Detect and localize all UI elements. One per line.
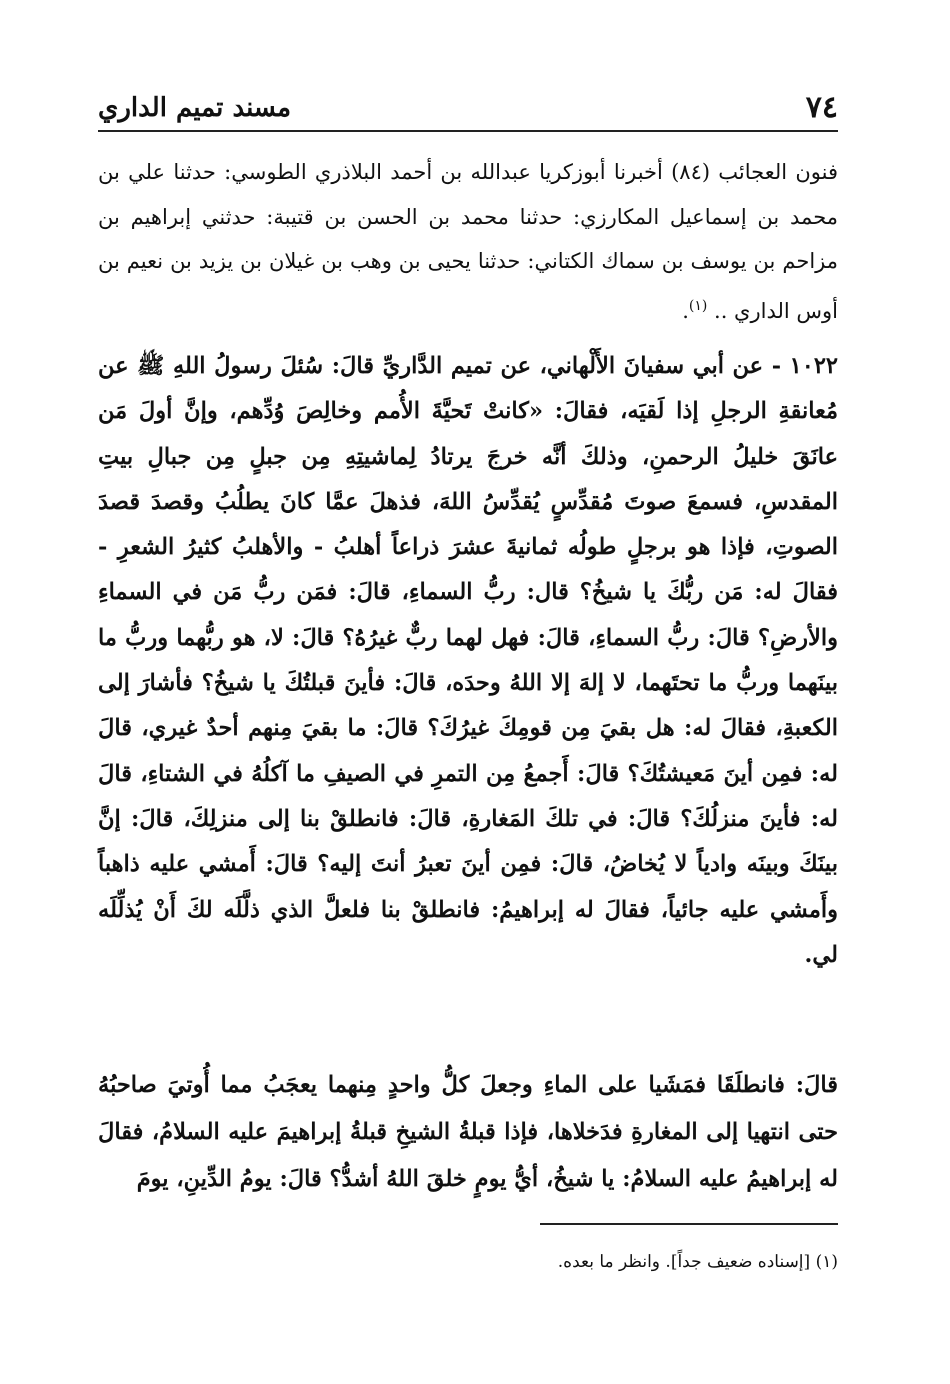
footnote-reference[interactable]: (١) [688, 297, 708, 314]
isnad-text: فنون العجائب (٨٤) أخبرنا أبوزكريا عبدالله بن أحمد البلاذري الطوسي: حدثنا علي بن محمد بن إسماعيل المكارزي: حدثنا محمد بن الحسن بن قتيبة: حدثني إبراهيم بن مزاحم بن يوسف بن سماك الكتاني: حدثنا يحيى بن وهب بن غيلان بن يزيد بن نعيم بن أوس الداري .. [98, 160, 838, 323]
continuation-paragraph: قالَ: فانطلَقَا فمَشَيا على الماءِ وجعلَ كلُّ واحدٍ مِنهما يعجَبُ مما أُوتيَ صاحبُهُ حتى انتهيا إلى المغارةِ فدَخلاها، فإذا قبلةُ الشيخِ قبلةُ إبراهيمَ عليه السلامُ، فقالَ له إبراهيمُ عليه السلامُ: يا شيخُ، أيُّ يومٍ خلقَ اللهُ أشدُّ؟ قالَ: يومُ الدِّينِ، يومَ [98, 1072, 838, 1192]
running-header [98, 88, 838, 132]
footnote-divider [540, 1223, 838, 1225]
isnad-paragraph [98, 150, 838, 333]
page-number: ٧٤ [805, 90, 838, 125]
hadith-paragraph: ١٠٢٢ - عن أبي سفيانَ الأَلْهاني، عن تميم الدَّاريِّ قالَ: سُئلَ رسولُ اللهِ ﷺ عن مُعانقةِ الرجلِ إذا لَقيَه، فقالَ: «كانتْ تَحيَّةَ الأُمم وخالِصَ وُدِّهم، وإنَّ أولَ مَن عانَقَ خليلُ الرحمنِ، وذلكَ أنَّه خرجَ يرتادُ لِماشيتِهِ مِن جبلٍ مِن جبالِ بيتِ المقدسِ، فسمعَ صوتَ مُقدِّسٍ يُقدِّسُ اللهَ، فذهلَ عمَّا كانَ يطلُبُ وقصدَ قصدَ الصوتِ، فإذا هو برجلٍ طولُه ثمانيةَ عشرَ ذراعاً أهلبُ - والأهلبُ كثيرُ الشعرِ - فقالَ له: مَن ربُّكَ يا شيخُ؟ قال: ربُّ السماءِ، قالَ: فمَن ربُّ مَن في السماءِ والأرضِ؟ قالَ: ربُّ السماءِ، قالَ: فهل لهما ربٌّ غيرُهُ؟ قالَ: لا، هو ربُّهما وربُّ ما بينَهما وربُّ ما تحتَهما، لا إلهَ إلا اللهُ وحدَه، قالَ: فأينَ قبلتُكَ يا شيخُ؟ فأشارَ إلى الكعبةِ، فقالَ له: هل بقيَ مِن قومِكَ غيرُكَ؟ قالَ: ما بقيَ مِنهم أحدٌ غيري، قالَ له: فمِن أينَ مَعيشتُكَ؟ قالَ: أَجمعُ مِن التمرِ في الصيفِ ما آكلُهُ في الشتاءِ، قالَ له: فأينَ منزلُكَ؟ قالَ: في تلكَ المَغارةِ، قالَ: فانطلقْ بنا إلى منزلِكَ، قالَ: إنَّ بينَكَ وبينَه وادياً لا يُخاضُ، قالَ: فمِن أينَ تعبرُ أنتَ إليه؟ قالَ: أَمشي عليه ذاهباً وأَمشي عليه جائياً، فقالَ له إبراهيمُ: فانطلقْ بنا فلعلَّ الذي ذلَّلَه لكَ أَنْ يُذلِّلَه لي. [98, 353, 838, 968]
isnad-end: . [682, 298, 689, 323]
book-title: مسند تميم الداري [98, 93, 292, 123]
footnote: (١) [إسناده ضعيف جداً]. وانظر ما بعده. [557, 1252, 838, 1272]
